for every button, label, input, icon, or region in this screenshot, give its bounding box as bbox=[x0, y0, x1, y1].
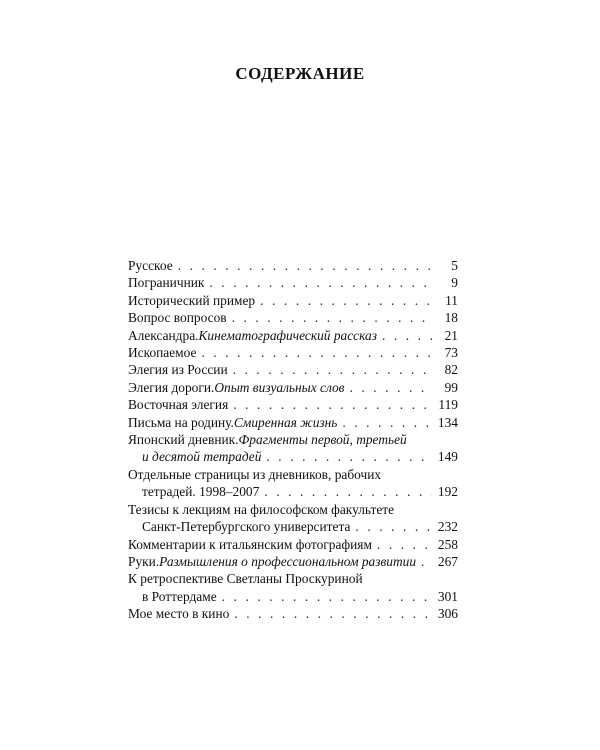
toc-page-number: 5 bbox=[451, 258, 458, 273]
toc-page-number: 149 bbox=[437, 449, 458, 465]
toc-page-number: 18 bbox=[444, 310, 458, 326]
dot-leader bbox=[234, 605, 432, 622]
toc-entry[interactable] bbox=[128, 327, 458, 344]
toc-entry[interactable] bbox=[128, 257, 458, 274]
toc-entry-title: Комментарии к итальянским фотографиям bbox=[128, 536, 372, 552]
toc-page-number: 82 bbox=[444, 362, 458, 378]
toc-page-number: 267 bbox=[437, 553, 458, 569]
toc-entry-title-continued: Санкт-Петербургского университета bbox=[142, 519, 351, 535]
toc-entry-title: Тезисы к лекциям на философском факультете bbox=[128, 501, 395, 517]
toc-entry-title-continued: в Роттердаме bbox=[142, 588, 217, 604]
toc-page-number: 134 bbox=[437, 414, 458, 430]
toc-entry-title-continued: тетрадей. 1998–2007 bbox=[142, 484, 260, 500]
dot-leader bbox=[201, 344, 432, 361]
toc-page-number: 11 bbox=[445, 292, 458, 308]
toc-entry-title: Письма на родину. bbox=[128, 414, 234, 430]
toc-entry[interactable] bbox=[128, 501, 458, 536]
toc-entry[interactable] bbox=[128, 605, 458, 622]
toc-entry-title: К ретроспективе Светланы Проскуриной bbox=[128, 571, 363, 587]
toc-entry[interactable] bbox=[128, 309, 458, 326]
toc-page-number: 301 bbox=[437, 588, 458, 604]
toc-entry[interactable] bbox=[128, 553, 458, 570]
page-title: СОДЕРЖАНИЕ bbox=[235, 64, 365, 83]
toc-entry-title: Александра. bbox=[128, 327, 199, 343]
toc-entry-title: Японский дневник. bbox=[128, 432, 239, 448]
toc-entry-title: Восточная элегия bbox=[128, 397, 229, 413]
toc-entry-subtitle: Смиренная жизнь bbox=[233, 414, 338, 430]
toc-entry[interactable] bbox=[128, 466, 458, 501]
toc-entry-title: Элегия из России bbox=[128, 362, 228, 378]
toc-entry-title: Ископаемое bbox=[128, 345, 197, 361]
toc-entry[interactable] bbox=[128, 292, 458, 309]
toc-page-number: 119 bbox=[438, 397, 458, 413]
toc-entry[interactable] bbox=[128, 379, 458, 396]
toc-entry-title: Вопрос вопросов bbox=[128, 310, 227, 326]
toc-page-number: 73 bbox=[444, 345, 458, 361]
dot-leader bbox=[232, 309, 432, 326]
dot-leader bbox=[233, 361, 432, 378]
toc-entry-title: Руки. bbox=[128, 553, 160, 569]
dot-leader bbox=[342, 414, 432, 431]
toc-entry[interactable] bbox=[128, 274, 458, 291]
dot-leader bbox=[382, 327, 432, 344]
table-of-contents bbox=[128, 257, 458, 623]
toc-page-number: 9 bbox=[451, 275, 458, 291]
toc-entry-title: Отдельные страницы из дневников, рабочих bbox=[128, 466, 382, 482]
dot-leader bbox=[421, 553, 432, 570]
toc-entry-subtitle: Фрагменты первой, третьей bbox=[238, 432, 407, 448]
toc-entry-title: Мое место в кино bbox=[128, 606, 230, 622]
dot-leader bbox=[260, 292, 432, 309]
dot-leader bbox=[222, 588, 432, 605]
toc-entry[interactable] bbox=[128, 431, 458, 466]
toc-entry[interactable] bbox=[128, 344, 458, 361]
toc-entry-subtitle: Кинематографический рассказ bbox=[198, 327, 377, 343]
toc-entry-title: Исторический пример bbox=[128, 292, 256, 308]
toc-page-number: 192 bbox=[437, 484, 458, 500]
toc-entry-title: Пограничник bbox=[128, 275, 205, 291]
dot-leader bbox=[266, 448, 432, 465]
toc-entry[interactable] bbox=[128, 361, 458, 378]
dot-leader bbox=[377, 536, 432, 553]
toc-entry-subtitle-continued: и десятой тетрадей bbox=[142, 449, 262, 465]
toc-entry-subtitle: Размышления о профессиональном развитии bbox=[159, 553, 417, 569]
toc-page-number: 306 bbox=[437, 606, 458, 622]
dot-leader bbox=[264, 483, 432, 500]
toc-entry-subtitle: Опыт визуальных слов bbox=[214, 379, 345, 395]
toc-entry[interactable] bbox=[128, 570, 458, 605]
dot-leader bbox=[355, 518, 432, 535]
toc-page-number: 232 bbox=[437, 519, 458, 535]
toc-page-number: 99 bbox=[444, 379, 458, 395]
toc-entry[interactable] bbox=[128, 536, 458, 553]
toc-entry[interactable] bbox=[128, 396, 458, 413]
toc-page-number: 258 bbox=[437, 536, 458, 552]
dot-leader bbox=[209, 274, 432, 291]
toc-entry-title: Элегия дороги. bbox=[128, 379, 215, 395]
toc-entry-title: Русское bbox=[128, 258, 173, 273]
toc-page-number: 21 bbox=[444, 327, 458, 343]
dot-leader bbox=[233, 396, 432, 413]
dot-leader bbox=[178, 257, 432, 274]
dot-leader bbox=[349, 379, 432, 396]
toc-entry[interactable] bbox=[128, 414, 458, 431]
